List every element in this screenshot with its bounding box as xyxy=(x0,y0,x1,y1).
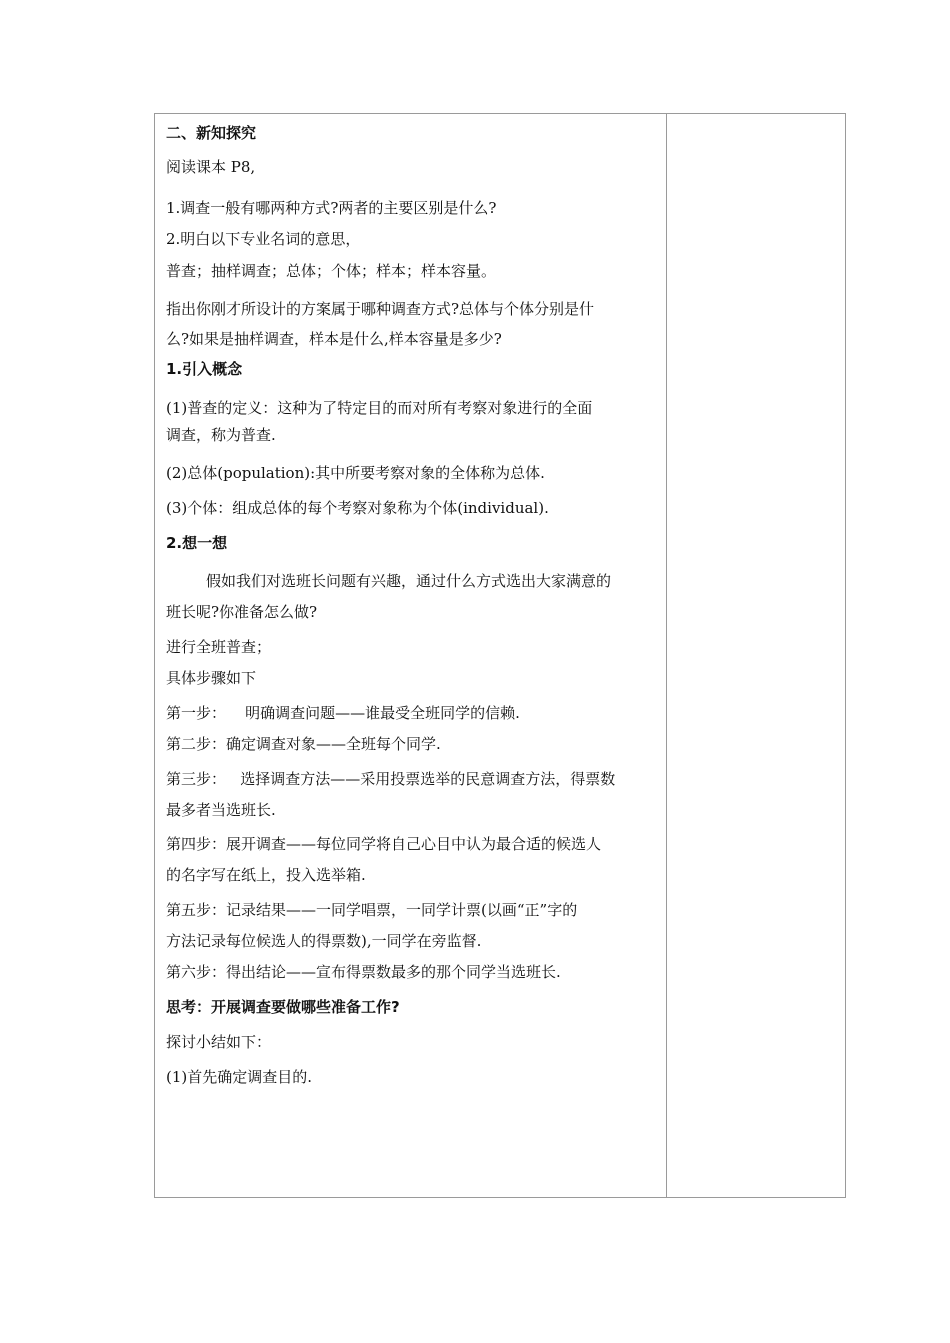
lesson-table xyxy=(154,113,846,1198)
notes-cell xyxy=(667,114,845,1197)
think-heading: 2.想一想 xyxy=(166,534,228,552)
think-paragraph-line-2: 班长呢?你准备怎么做? xyxy=(166,603,318,621)
concepts-heading: 1.引入概念 xyxy=(166,360,243,378)
step-4-line-2: 的名字写在纸上，投入选举箱. xyxy=(166,866,366,884)
question-1: 1.调查一般有哪两种方式?两者的主要区别是什么? xyxy=(166,199,497,217)
reading-instruction: 阅读课本 P8, xyxy=(166,158,256,176)
step-3-line-1: 第三步： 选择调查方法——采用投票选举的民意调查方法，得票数 xyxy=(166,770,616,788)
step-4-line-1: 第四步：展开调查——每位同学将自己心目中认为最合适的候选人 xyxy=(166,835,602,853)
question-2: 2.明白以下专业名词的意思， xyxy=(166,230,361,248)
summary-point-1: (1)首先确定调查目的. xyxy=(166,1068,313,1086)
prompt-line-2: 么?如果是抽样调查，样本是什么,样本容量是多少? xyxy=(166,330,502,348)
definition-individual: (3)个体：组成总体的每个考察对象称为个体(individual). xyxy=(166,499,549,517)
definition-population: (2)总体(population):其中所要考察对象的全体称为总体. xyxy=(166,464,545,482)
step-6: 第六步：得出结论——宣布得票数最多的那个同学当选班长. xyxy=(166,963,561,981)
term-list: 普查；抽样调查；总体；个体；样本；样本容量。 xyxy=(166,262,497,280)
think-paragraph-line-1: 假如我们对选班长问题有兴趣，通过什么方式选出大家满意的 xyxy=(206,572,612,590)
step-2: 第二步：确定调查对象——全班每个同学. xyxy=(166,735,441,753)
summary-intro: 探讨小结如下： xyxy=(166,1033,272,1051)
prompt-line-1: 指出你刚才所设计的方案属于哪种调查方式?总体与个体分别是什 xyxy=(166,300,595,318)
section-title: 二、新知探究 xyxy=(166,124,257,142)
reflection-question: 思考：开展调查要做哪些准备工作? xyxy=(166,998,400,1016)
step-3-line-2: 最多者当选班长. xyxy=(166,801,276,819)
step-5-line-2: 方法记录每位候选人的得票数),一同学在旁监督. xyxy=(166,932,482,950)
survey-method: 进行全班普查； xyxy=(166,638,272,656)
definition-census-line-2: 调查，称为普查. xyxy=(166,426,276,444)
definition-census-line-1: (1)普查的定义：这种为了特定目的而对所有考察对象进行的全面 xyxy=(166,399,593,417)
steps-intro: 具体步骤如下 xyxy=(166,669,257,687)
step-1: 第一步： 明确调查问题——谁最受全班同学的信赖. xyxy=(166,704,520,722)
step-5-line-1: 第五步：记录结果——一同学唱票，一同学计票(以画“正”字的 xyxy=(166,901,578,919)
